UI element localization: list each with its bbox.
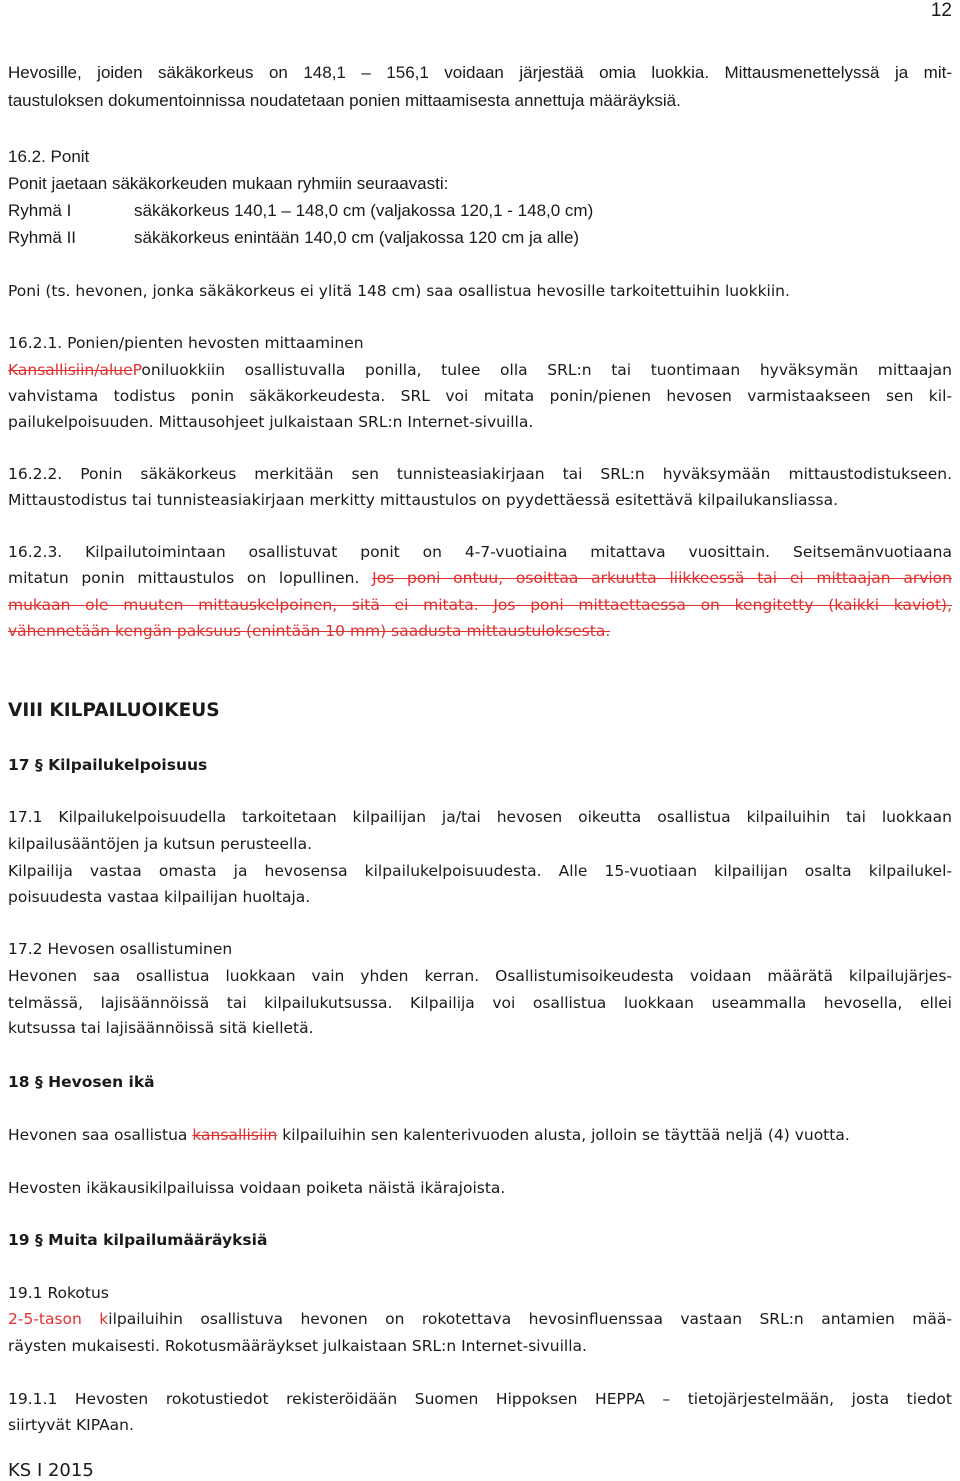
group-desc: säkäkorkeus enintään 140,0 cm (valjakossa 120 cm ja alle) [134,228,580,247]
chapter-heading: VIII KILPAILUOIKEUS [8,700,220,721]
deleted-text: kansallisiin [192,1126,278,1144]
section-19-1-heading: 19.1 Rokotus [8,1284,109,1302]
section-18-line-2: Hevosten ikäkausikilpailuissa voidaan poiketa näistä ikärajoista. [8,1179,506,1197]
section-17-para2-line-1: Kilpailija vastaa omasta ja hevosensa kilpailukelpoisuudesta. Alle 15-vuotiaan kilpailijan osalta kilpailukel- [8,862,952,880]
line-text: kilpailuihin sen kalenterivuoden alusta, jolloin se täyttää neljä (4) vuotta. [277,1126,850,1144]
line-text: mitatun ponin mittaustulos on lopullinen. [8,569,373,587]
section-16-2-1-line-3: pailukelpoisuuden. Mittausohjeet julkaistaan SRL:n Internet-sivuilla. [8,413,534,431]
section-16-2-1-heading: 16.2.1. Ponien/pienten hevosten mittaaminen [8,334,364,352]
section-17-para2-line-2: poisuudesta vastaa kilpailijan huoltaja. [8,888,311,906]
line-text: ilpailuihin osallistuva hevonen on rokotettava hevosinfluenssaa vastaan SRL:n antamien mää- [108,1310,952,1328]
section-17-1-line-1: 17.1 Kilpailukelpoisuudella tarkoitetaan kilpailijan ja/tai hevosen oikeutta osallistua kilpailuihin tai luokkaan [8,808,952,826]
deleted-text: Kansallisiin/alue [8,361,133,379]
group-row-2 [8,228,952,248]
section-16-2-3-line-3: mukaan ole muuten mittauskelpoinen, sitä ei mitata. Jos poni mittaettaessa on kengitetty (kaikki kaviot), [8,596,952,614]
ponit-lead: Ponit jaetaan säkäkorkeuden mukaan ryhmiin seuraavasti: [8,174,449,193]
section-16-2-3-line-1: 16.2.3. Kilpailutoimintaan osallistuvat ponit on 4-7-vuotiaina mitattava vuosittain. Seitsemänvuotiaana [8,543,952,561]
section-16-2-1-line-2: vahvistama todistus ponin säkäkorkeudesta. SRL voi mitata ponin/pienen hevosen varmistaakseen sen kil- [8,387,952,405]
section-16-2-3-line-2 [8,568,952,588]
section-17-1-line-2: kilpailusääntöjen ja kutsun perusteella. [8,835,313,853]
section-18-heading: 18 § Hevosen ikä [8,1073,155,1091]
intro-line-1: Hevosille, joiden säkäkorkeus on 148,1 – 156,1 voidaan järjestää omia luokkia. Mittausmenettelyssä ja mit- [8,63,952,82]
section-16-2-2-line-1: 16.2.2. Ponin säkäkorkeus merkitään sen tunnisteasiakirjaan tai SRL:n hyväksymään mittaustodistukseen. [8,465,952,483]
poni-note: Poni (ts. hevonen, jonka säkäkorkeus ei ylitä 148 cm) saa osallistua hevosille tarkoitettuihin luokkiin. [8,282,790,300]
section-17-2-heading: 17.2 Hevosen osallistuminen [8,940,233,958]
section-16-2-heading: 16.2. Ponit [8,147,90,166]
section-18-line-1 [8,1125,850,1145]
section-16-2-2-line-2: Mittaustodistus tai tunnisteasiakirjaan merkitty mittaustulos on pyydettäessä esitettävä kilpailukansliassa. [8,491,839,509]
section-19-heading: 19 § Muita kilpailumääräyksiä [8,1231,268,1249]
inserted-text: 2-5-tason k [8,1310,109,1328]
inserted-text: P [132,361,142,379]
section-17-heading: 17 § Kilpailukelpoisuus [8,756,208,774]
line-text: Hevonen saa osallistua [8,1126,193,1144]
section-17-2-line-3: kutsussa tai lajisäännöissä sitä kielletä. [8,1019,314,1037]
section-19-1-line-2: räysten mukaisesti. Rokotusmääräykset julkaistaan SRL:n Internet-sivuilla. [8,1337,587,1355]
intro-line-2: taustuloksen dokumentoinnissa noudatetaan ponien mittaamisesta annettuja määräyksiä. [8,91,681,110]
section-19-1-line-1 [8,1309,952,1329]
section-17-2-line-2: telmässä, lajisäännöissä tai kilpailukutsussa. Kilpailija voi osallistua luokkaan useammalla hevosella, ellei [8,994,952,1012]
group-row-1 [8,201,952,221]
section-16-2-1-line-1 [8,360,952,380]
deleted-text: Jos poni ontuu, osoittaa arkuutta liikkeessä tai ei mittaajan arvion [372,569,952,587]
section-16-2-3-line-4: vähennetään kengän paksuus (enintään 10 mm) saadusta mittaustuloksesta. [8,622,611,640]
footer-label: KS I 2015 [8,1460,94,1481]
section-17-2-line-1: Hevonen saa osallistua luokkaan vain yhden kerran. Osallistumisoikeudesta voidaan määrätä kilpailujärjes- [8,967,952,985]
group-name: Ryhmä I [8,201,72,220]
section-19-1-1-line-1: 19.1.1 Hevosten rokotustiedot rekisteröidään Suomen Hippoksen HEPPA – tietojärjestelmään, josta tiedot [8,1390,952,1408]
line-text: oniluokkiin osallistuvalla ponilla, tulee olla SRL:n tai tuontimaan hyväksymän mittaajan [141,361,952,379]
group-name: Ryhmä II [8,228,77,247]
page-number: 12 [930,0,952,21]
section-19-1-1-line-2: siirtyvät KIPAan. [8,1416,134,1434]
group-desc: säkäkorkeus 140,1 – 148,0 cm (valjakossa 120,1 - 148,0 cm) [134,201,594,220]
